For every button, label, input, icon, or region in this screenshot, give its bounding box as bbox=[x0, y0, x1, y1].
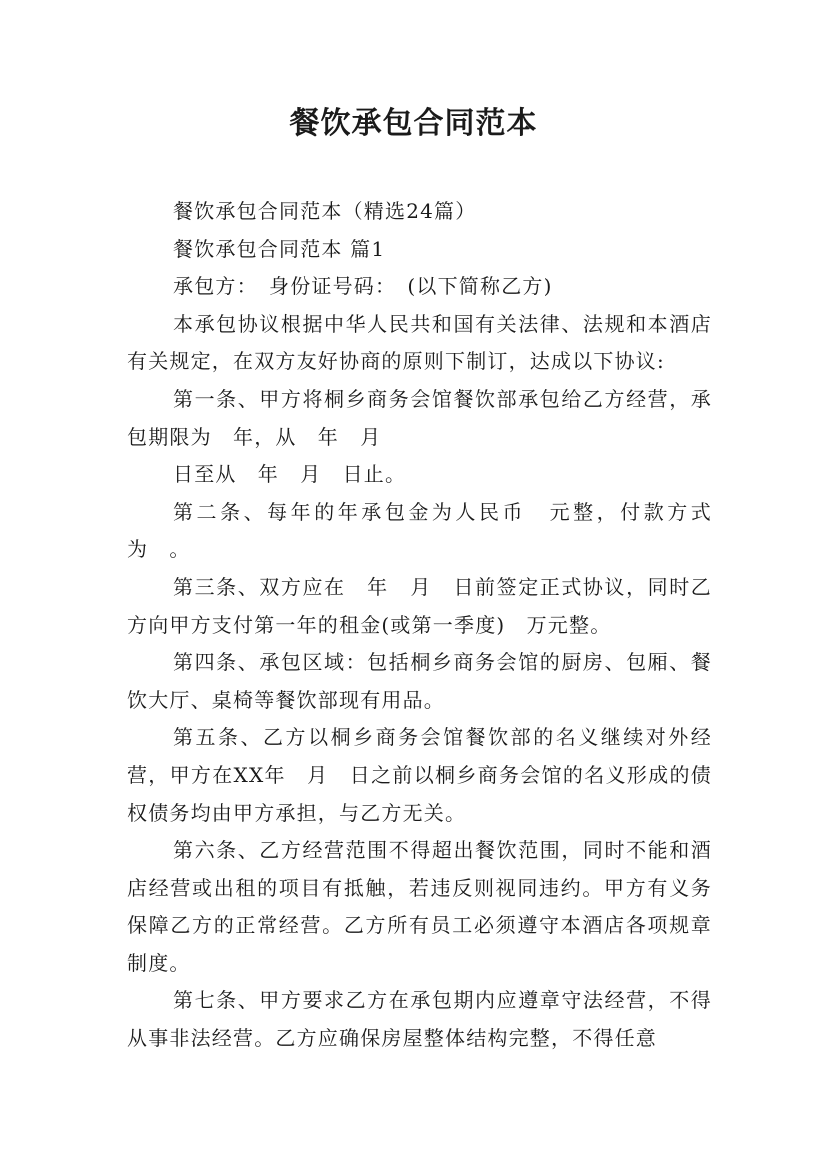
paragraph-article-5: 第五条、乙方以桐乡商务会馆餐饮部的名义继续对外经营，甲方在XX年 月 日之前以桐乡商务会馆的名义形成的债权债务均由甲方承担，与乙方无关。 bbox=[127, 725, 712, 825]
document-title: 餐饮承包合同范本 bbox=[289, 106, 538, 141]
paragraph-preamble: 本承包协议根据中华人民共和国有关法律、法规和本酒店有关规定，在双方友好协商的原则下制订，达成以下协议: bbox=[127, 311, 712, 374]
paragraph-subtitle: 餐饮承包合同范本（精选24篇） bbox=[173, 199, 477, 223]
paragraph-contractor: 承包方： 身份证号码： (以下简称乙方) bbox=[173, 274, 553, 299]
paragraph-article-3: 第三条、双方应在 年 月 日前签定正式协议，同时乙方向甲方支付第一年的租金(或第一季度) 万元整。 bbox=[127, 574, 712, 637]
paragraph-section-heading: 餐饮承包合同范本 篇1 bbox=[173, 236, 386, 261]
paragraph-article-6: 第六条、乙方经营范围不得超出餐饮范围，同时不能和酒店经营或出租的项目有抵触，若违反则视同违约。甲方有义务保障乙方的正常经营。乙方所有员工必须遵守本酒店各项规章制度。 bbox=[127, 838, 712, 975]
paragraph-article-4: 第四条、承包区域：包括桐乡商务会馆的厨房、包厢、餐饮大厅、桌椅等餐饮部现有用品。 bbox=[127, 650, 712, 712]
document-body bbox=[127, 193, 712, 1058]
paragraph-article-7: 第七条、甲方要求乙方在承包期内应遵章守法经营，不得从事非法经营。乙方应确保房屋整体结构完整，不得任意 bbox=[127, 988, 712, 1051]
paragraph-article-2: 第二条、每年的年承包金为人民币 元整，付款方式为 。 bbox=[127, 499, 712, 562]
paragraph-article-1-cont: 日至从 年 月 日止。 bbox=[173, 462, 407, 487]
paragraph-article-1: 第一条、甲方将桐乡商务会馆餐饮部承包给乙方经营，承包期限为 年，从 年 月 bbox=[127, 386, 712, 449]
